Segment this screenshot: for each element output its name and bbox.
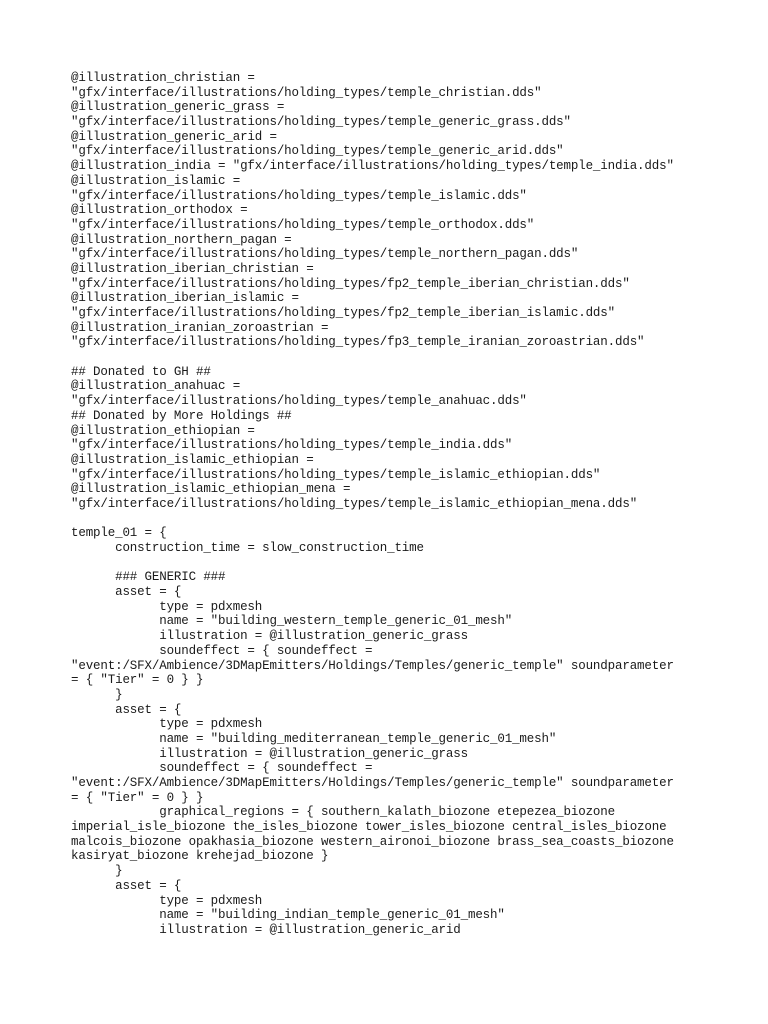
text-line: "gfx/interface/illustrations/holding_types/temple_northern_pagan.dds" [71,247,579,262]
text-line: ### GENERIC ### [71,570,226,585]
text-line: @illustration_islamic = [71,173,241,188]
text-line: asset = { [71,878,182,893]
text-line [71,350,711,365]
text-line: } [71,687,123,702]
text-line: "gfx/interface/illustrations/holding_types/temple_orthodox.dds" [71,217,535,232]
text-line: @illustration_ethiopian = [71,423,255,438]
text-line: @illustration_orthodox = [71,203,248,218]
document-text [71,71,711,938]
text-line: "event:/SFX/Ambience/3DMapEmitters/Holdings/Temples/generic_temple" soundparameter [71,658,674,673]
text-line: @illustration_iberian_islamic = [71,291,299,306]
text-line: @illustration_generic_arid = [71,129,277,144]
text-line: "gfx/interface/illustrations/holding_types/fp2_temple_iberian_christian.dds" [71,276,630,291]
text-line: name = "building_mediterranean_temple_generic_01_mesh" [71,731,557,746]
text-line: illustration = @illustration_generic_arid [71,922,461,937]
text-line: "event:/SFX/Ambience/3DMapEmitters/Holdings/Temples/generic_temple" soundparameter [71,776,674,790]
text-line: "gfx/interface/illustrations/holding_types/temple_christian.dds" [71,85,542,100]
text-line: imperial_isle_biozone the_isles_biozone tower_isles_biozone central_isles_biozone [71,820,667,835]
text-line: @illustration_northern_pagan = [71,232,292,247]
text-line: "gfx/interface/illustrations/holding_types/temple_islamic_ethiopian.dds" [71,467,601,482]
text-line: soundeffect = { soundeffect = [71,761,373,776]
text-line: @illustration_iranian_zoroastrian = [71,320,329,335]
text-line: malcois_biozone opakhasia_biozone western_aironoi_biozone brass_sea_coasts_biozone [71,834,674,849]
text-line: type = pdxmesh [71,893,263,908]
text-line: illustration = @illustration_generic_grass [71,746,468,761]
text-line: name = "building_indian_temple_generic_01_mesh" [71,908,505,923]
text-line: @illustration_iberian_christian = [71,261,314,276]
text-line: @illustration_christian = [71,71,255,85]
text-line: } [71,864,123,879]
text-line: @illustration_india = "gfx/interface/illustrations/holding_types/temple_india.dds" [71,159,674,174]
text-line: asset = { [71,702,182,717]
text-line: = { "Tier" = 0 } } [71,790,204,805]
text-line: "gfx/interface/illustrations/holding_types/temple_generic_arid.dds" [71,144,564,159]
text-line: @illustration_islamic_ethiopian = [71,452,314,467]
text-line: graphical_regions = { southern_kalath_biozone etepezea_biozone [71,805,615,820]
text-line: "gfx/interface/illustrations/holding_types/temple_islamic.dds" [71,188,527,203]
text-line: @illustration_generic_grass = [71,100,285,115]
text-line [71,512,711,527]
text-line: "gfx/interface/illustrations/holding_types/temple_anahuac.dds" [71,394,527,409]
text-line [71,556,711,571]
text-line: type = pdxmesh [71,717,263,732]
text-line: = { "Tier" = 0 } } [71,673,204,688]
text-line: type = pdxmesh [71,599,263,614]
text-line: "gfx/interface/illustrations/holding_types/temple_islamic_ethiopian_mena.dds" [71,496,638,511]
text-line: "gfx/interface/illustrations/holding_types/temple_generic_grass.dds" [71,115,571,130]
text-line: "gfx/interface/illustrations/holding_types/fp2_temple_iberian_islamic.dds" [71,306,615,320]
text-line: @illustration_anahuac = [71,379,241,394]
text-line: ## Donated to GH ## [71,364,211,379]
text-line: kasiryat_biozone krehejad_biozone } [71,849,329,864]
text-line: construction_time = slow_construction_time [71,541,424,555]
text-line: asset = { [71,585,182,600]
text-line: name = "building_western_temple_generic_01_mesh" [71,614,513,629]
text-line: ## Donated by More Holdings ## [71,408,292,423]
text-line: illustration = @illustration_generic_grass [71,629,468,644]
text-line: temple_01 = { [71,526,167,541]
text-line: "gfx/interface/illustrations/holding_types/fp3_temple_iranian_zoroastrian.dds" [71,335,645,350]
text-line: soundeffect = { soundeffect = [71,643,373,658]
text-line: "gfx/interface/illustrations/holding_types/temple_india.dds" [71,438,513,453]
text-line: @illustration_islamic_ethiopian_mena = [71,482,351,497]
